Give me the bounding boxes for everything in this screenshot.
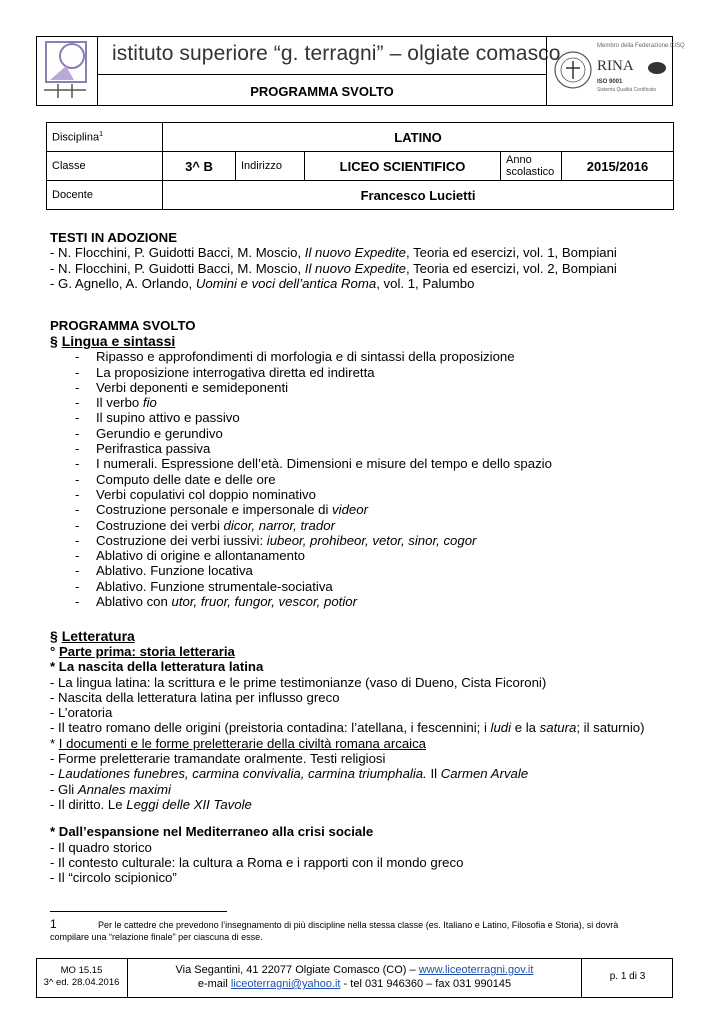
list-item: - Costruzione dei verbi iussivi: iubeor, prohibeor, vetor, sinor, cogor [75,532,477,548]
list-item: - Costruzione dei verbi dicor, narror, trador [75,517,335,533]
textbooks-section [50,230,617,291]
footnote [50,918,675,943]
document-subtitle: PROGRAMMA SVOLTO [250,84,394,99]
disciplina-value: LATINO [163,123,674,152]
programme-section [50,318,552,609]
footnote-number: 1 [50,917,57,931]
email-link[interactable]: liceoterragni@yahoo.it [230,978,341,990]
lingua-heading: § Lingua e sintassi [50,333,176,350]
list-item: - Il quadro storico [50,839,152,855]
page-number: p. 1 di 3 [581,958,673,998]
list-item: - Ablativo con utor, fruor, fungor, vescor, potior [75,594,357,610]
list-item: - L’oratoria [50,705,113,721]
disciplina-label-cell: Disciplina$^1$ [47,123,163,152]
list-item: - Verbi copulativi col doppio nominativo [75,486,316,502]
list-item: - La lingua latina: la scrittura e le prime testimonianze (vaso di Dueno, Cista Ficoroni) [50,674,547,690]
cisq-seal-icon [553,50,593,90]
footer-contact-line: e-mail liceoterragni@yahoo.it - tel 031 946360 – fax 031 990145 [197,978,512,990]
list-item: - Il diritto. Le Leggi delle XII Tavole [50,796,252,812]
course-info-table [46,122,674,210]
textbooks-heading: TESTI IN ADOZIONE [50,230,177,245]
list-item: - Forme preletterarie tramandate oralmente. Testi religiosi [50,751,386,767]
nascita-heading: * La nascita della letteratura latina [50,659,264,675]
list-item: - Costruzione personale e impersonale di videor [75,502,368,518]
docente-label: Docente [47,181,163,210]
footnote-line-1: 1 Per le cattedre che prevedono l’insegnamento di più discipline nella stessa classe (es. Italiano e Latino, Filosofia e Storia), si dovrà [50,917,619,931]
list-item: - Il teatro romano delle origini (preistoria contadina: l’atellana, i fescennini; i ludi e la satura; il saturnio) [50,720,645,736]
parte-heading: ° Parte prima: storia letteraria [50,644,235,659]
website-link[interactable]: www.liceoterragni.gov.it [418,964,534,976]
docente-value: Francesco Lucietti [163,181,674,210]
footnote-divider [50,911,227,912]
cert-name: RINA [597,58,634,74]
literature-section [50,628,645,885]
footer-contacts [128,958,581,998]
list-item: - Ripasso e approfondimenti di morfologia e di sintassi della proposizione [75,349,515,365]
footnote-line-2: compilare una “relazione finale” per ciascuna di esse. [50,932,263,942]
list-item: - Ablativo. Funzione locativa [75,563,253,579]
lingua-list [50,349,552,609]
list-item: - Il contesto culturale: la cultura a Roma e i rapporti con il mondo greco [50,854,464,870]
anno-label: Anno scolastico [501,152,562,181]
table-row [47,152,674,181]
list-item: - Ablativo di origine e allontanamento [75,548,305,564]
list-item: - Verbi deponenti e semideponenti [75,379,289,395]
classe-label: Classe [47,152,163,181]
literature-heading: § Letteratura [50,628,135,644]
list-item: - Il “circolo scipionico” [50,870,177,886]
footer-address-line: Via Segantini, 41 22077 Olgiate Comasco (CO) – www.liceoterragni.gov.it [175,964,534,976]
school-logo-icon [36,36,96,104]
documenti-heading: * I documenti e le forme preletterarie della civiltà romana arcaica [50,735,427,751]
list-item: - Nascita della letteratura latina per influsso greco [50,689,340,705]
school-logo [36,36,98,106]
form-edition: 3^ ed. 28.04.2016 [43,977,120,988]
table-row [47,181,674,210]
header-divider [98,74,546,75]
classe-value: 3^ B [163,152,236,181]
school-title: istituto superiore “g. terragni” – olgiate comasco [112,42,561,65]
list-item: - I numerali. Espressione dell’età. Dimensioni e misure del tempo e dello spazio [75,456,552,472]
cert-member-text: Membro della Federazione CISQ [597,43,685,49]
indirizzo-label: Indirizzo [236,152,305,181]
list-item: - Ablativo. Funzione strumentale-sociativa [75,578,333,594]
footnote-ref: 1 [99,130,103,138]
cert-desc: Sistema Qualità Certificato [597,87,657,93]
footer-code-cell [36,958,128,998]
indirizzo-value: LICEO SCIENTIFICO [305,152,501,181]
list-item: - Gerundio e gerundivo [75,425,223,441]
list-item: - La proposizione interrogativa diretta ed indiretta [75,364,375,380]
list-item: - Computo delle date e delle ore [75,471,276,487]
cert-iso: ISO 9001 [597,79,623,85]
list-item: - Laudationes funebres, carmina convivalia, carmina triumphalia. Il Carmen Arvale [50,766,529,782]
textbook-item: - G. Agnello, A. Orlando, Uomini e voci dell’antica Roma, vol. 1, Palumbo [50,275,475,291]
textbook-item: - N. Flocchini, P. Guidotti Bacci, M. Moscio, Il nuovo Expedite, Teoria ed esercizi, vol. 2, Bompiani [50,260,617,276]
list-item: - Gli Annales maximi [50,781,171,797]
list-item: - Perifrastica passiva [75,441,211,457]
list-item: - Il verbo fio [75,395,157,411]
certification-logos [546,36,685,106]
programme-heading: PROGRAMMA SVOLTO [50,318,196,333]
list-item: - Il supino attivo e passivo [75,410,240,426]
anno-value: 2015/2016 [562,152,674,181]
table-row [47,123,674,152]
form-code: MO 15.15 [60,965,103,976]
espansione-heading: * Dall’espansione nel Mediterraneo alla crisi sociale [50,824,374,840]
cisq-badge-icon [647,61,667,75]
textbook-item: - N. Flocchini, P. Guidotti Bacci, M. Moscio, Il nuovo Expedite, Teoria ed esercizi, vol. 1, Bompiani [50,245,617,261]
